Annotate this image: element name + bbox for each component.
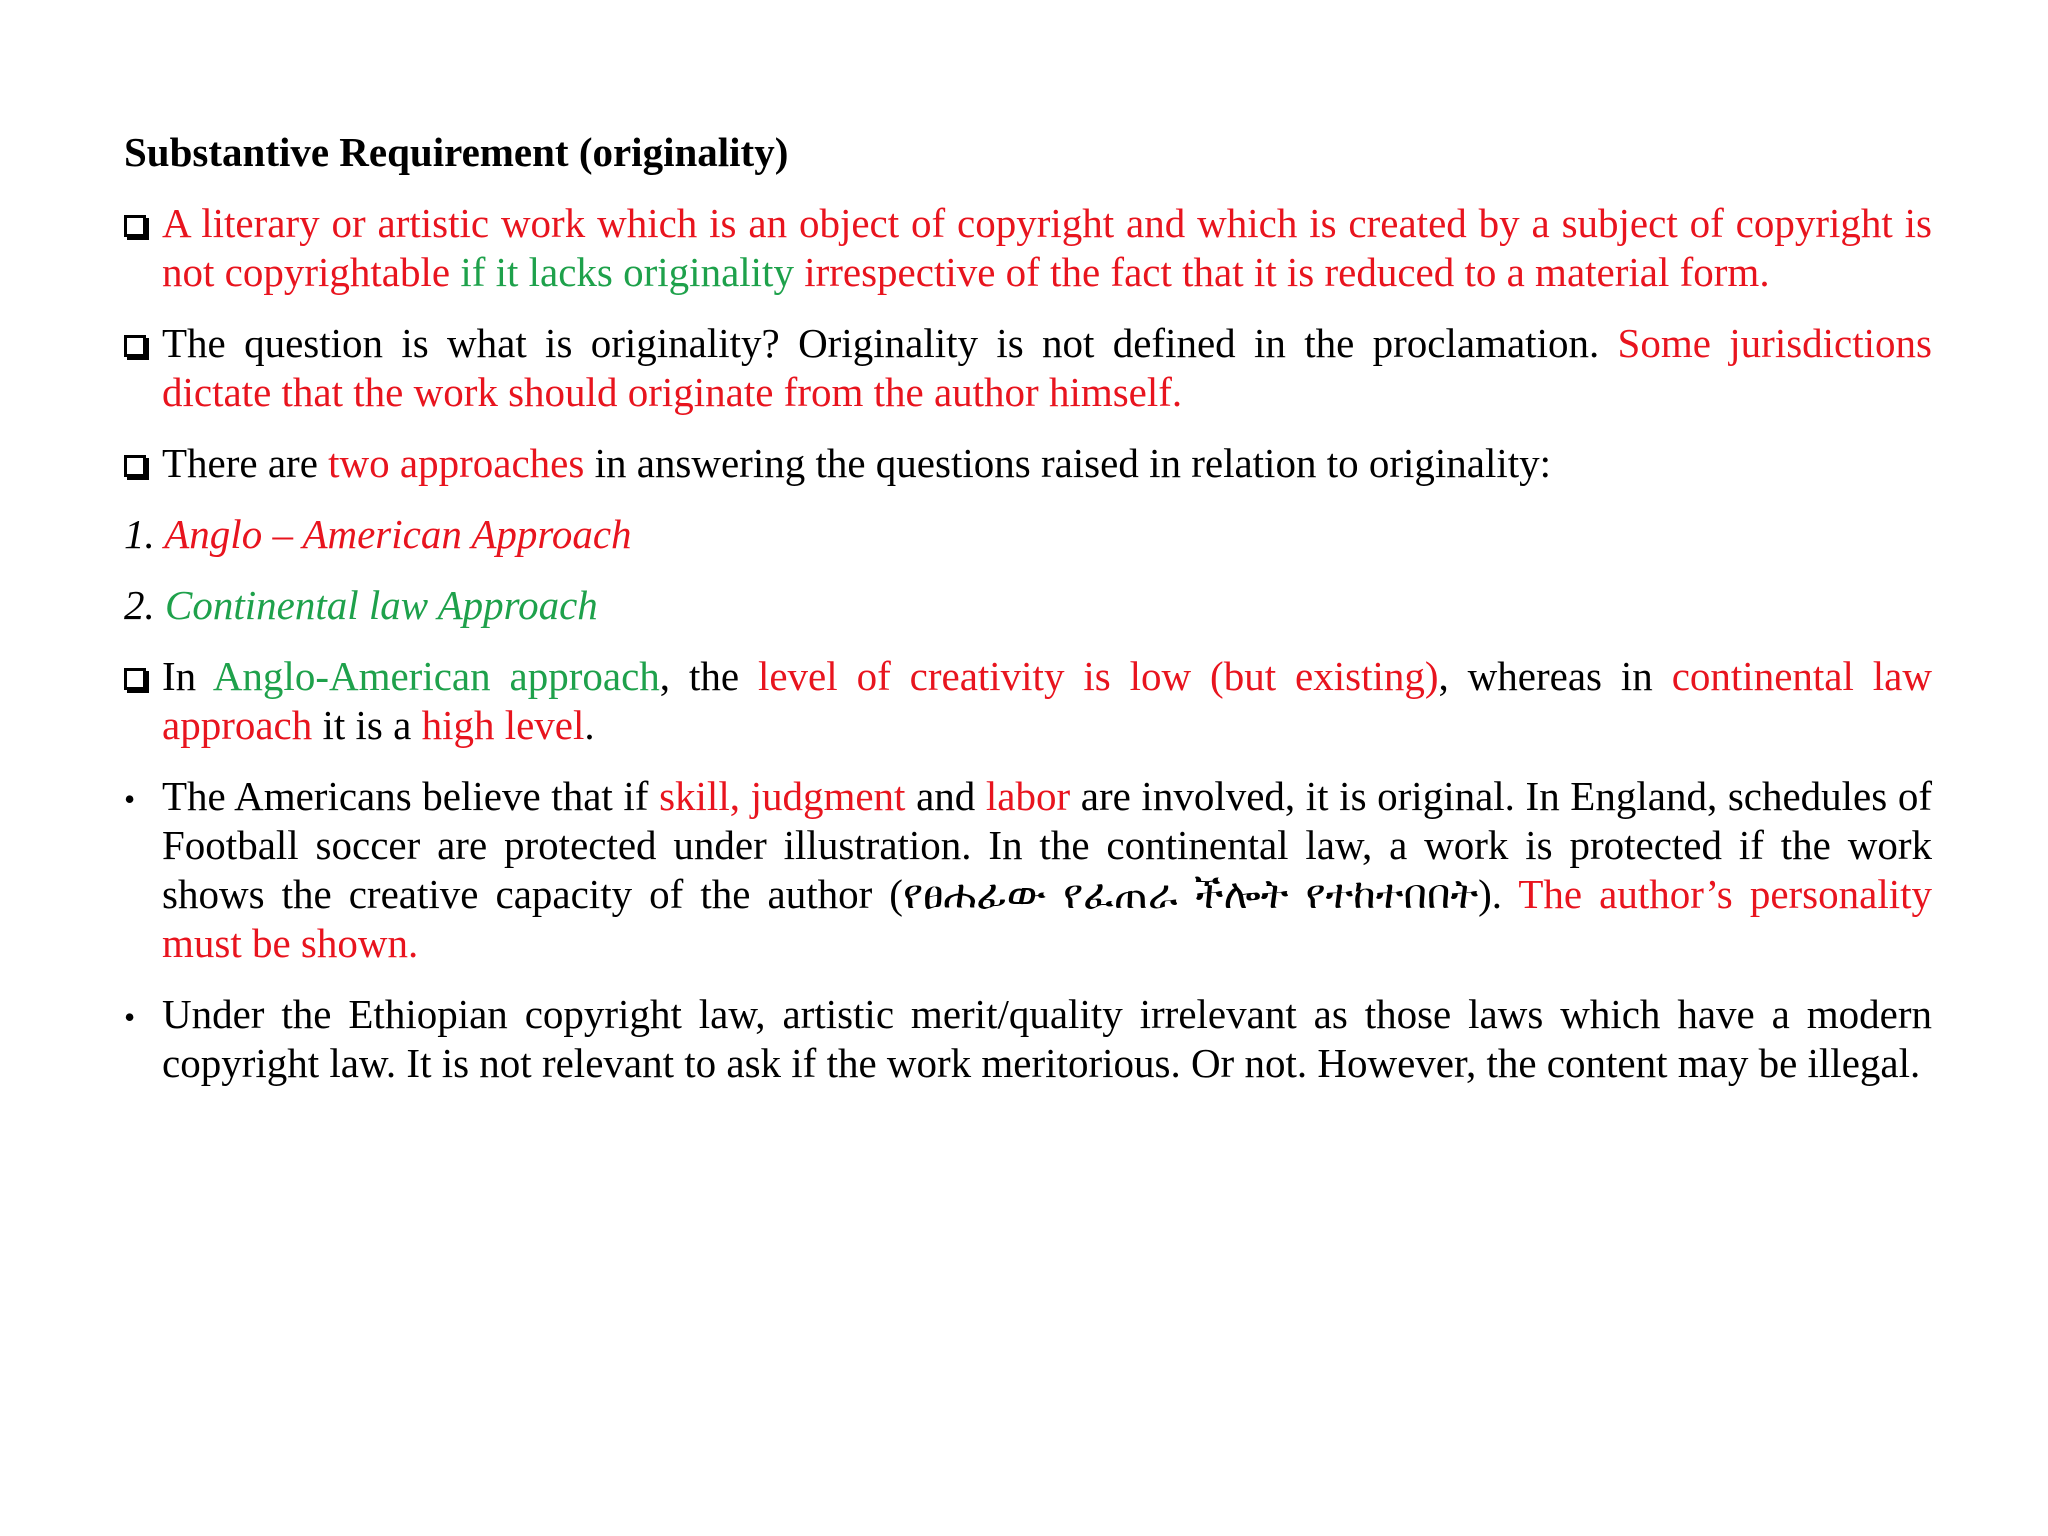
bullet-list-bottom [124, 652, 1932, 1088]
text-run: level of creativity is low (but existing) [757, 653, 1439, 699]
numbered-item [124, 581, 1932, 630]
text-run: A literary or artistic work which is an object of copyright and which is created by a subject of copyright is not copyrightable [162, 200, 1932, 295]
checkbox-icon [124, 652, 146, 701]
bullet-list-top [124, 199, 1932, 488]
text-run: . [584, 702, 595, 748]
list-item [124, 652, 1932, 750]
text-run: and [905, 773, 986, 819]
bullet-dot-icon: • [124, 781, 136, 817]
text-run: are involved, it is original. In England, schedules of Football soccer are protected under illustration. In the continental law, a work is protected if the work shows the creative capacity of the author (የፀሐፊው የፈጠራ ችሎት የተከተበበት). [162, 773, 1932, 917]
slide-title: Substantive Requirement (originality) [124, 129, 789, 175]
item-text: Continental law Approach [165, 582, 598, 628]
checkbox-icon [124, 439, 146, 488]
text-run: if it lacks originality [460, 249, 794, 295]
numbered-list [124, 510, 1932, 630]
text-run: high level [421, 702, 585, 748]
item-number: 1. [124, 511, 165, 557]
checkbox-icon [124, 319, 146, 368]
text-run: it is a [312, 702, 422, 748]
text-run: There are [162, 440, 329, 486]
list-item [124, 199, 1932, 297]
numbered-item [124, 510, 1932, 559]
text-run: labor [985, 773, 1071, 819]
list-item [124, 772, 1932, 968]
bullet-dot-icon: • [124, 999, 136, 1035]
item-text: Anglo – American Approach [164, 511, 632, 557]
text-run: Under the Ethiopian copyright law, artistic merit/quality irrelevant as those laws which have a modern copyright law. It is not relevant to ask if the work meritorious. Or not. However, the content may be illegal. [162, 991, 1932, 1086]
text-run: The author’s personality must be shown. [162, 871, 1932, 966]
item-number: 2. [124, 582, 165, 628]
text-run: in answering the questions raised in relation to originality: [584, 440, 1552, 486]
checkbox-icon [124, 199, 146, 248]
text-run: continental law approach [162, 653, 1932, 748]
text-run: , the [659, 653, 758, 699]
text-run: The question is what is originality? Originality is not defined in the proclamation. [162, 320, 1618, 366]
text-run: two approaches [328, 440, 585, 486]
text-run: , whereas in [1438, 653, 1672, 699]
text-run: The Americans believe that if [162, 773, 660, 819]
text-run: irrespective of the fact that it is reduced to a material form. [793, 249, 1770, 295]
text-run: Anglo-American approach [212, 653, 660, 699]
text-run: Some jurisdictions dictate that the work should originate from the author himself. [162, 320, 1932, 415]
list-item [124, 439, 1932, 488]
list-item [124, 319, 1932, 417]
text-run: In [162, 653, 213, 699]
slide-content [124, 128, 1932, 1110]
list-item [124, 990, 1932, 1088]
text-run: skill, judgment [659, 773, 906, 819]
